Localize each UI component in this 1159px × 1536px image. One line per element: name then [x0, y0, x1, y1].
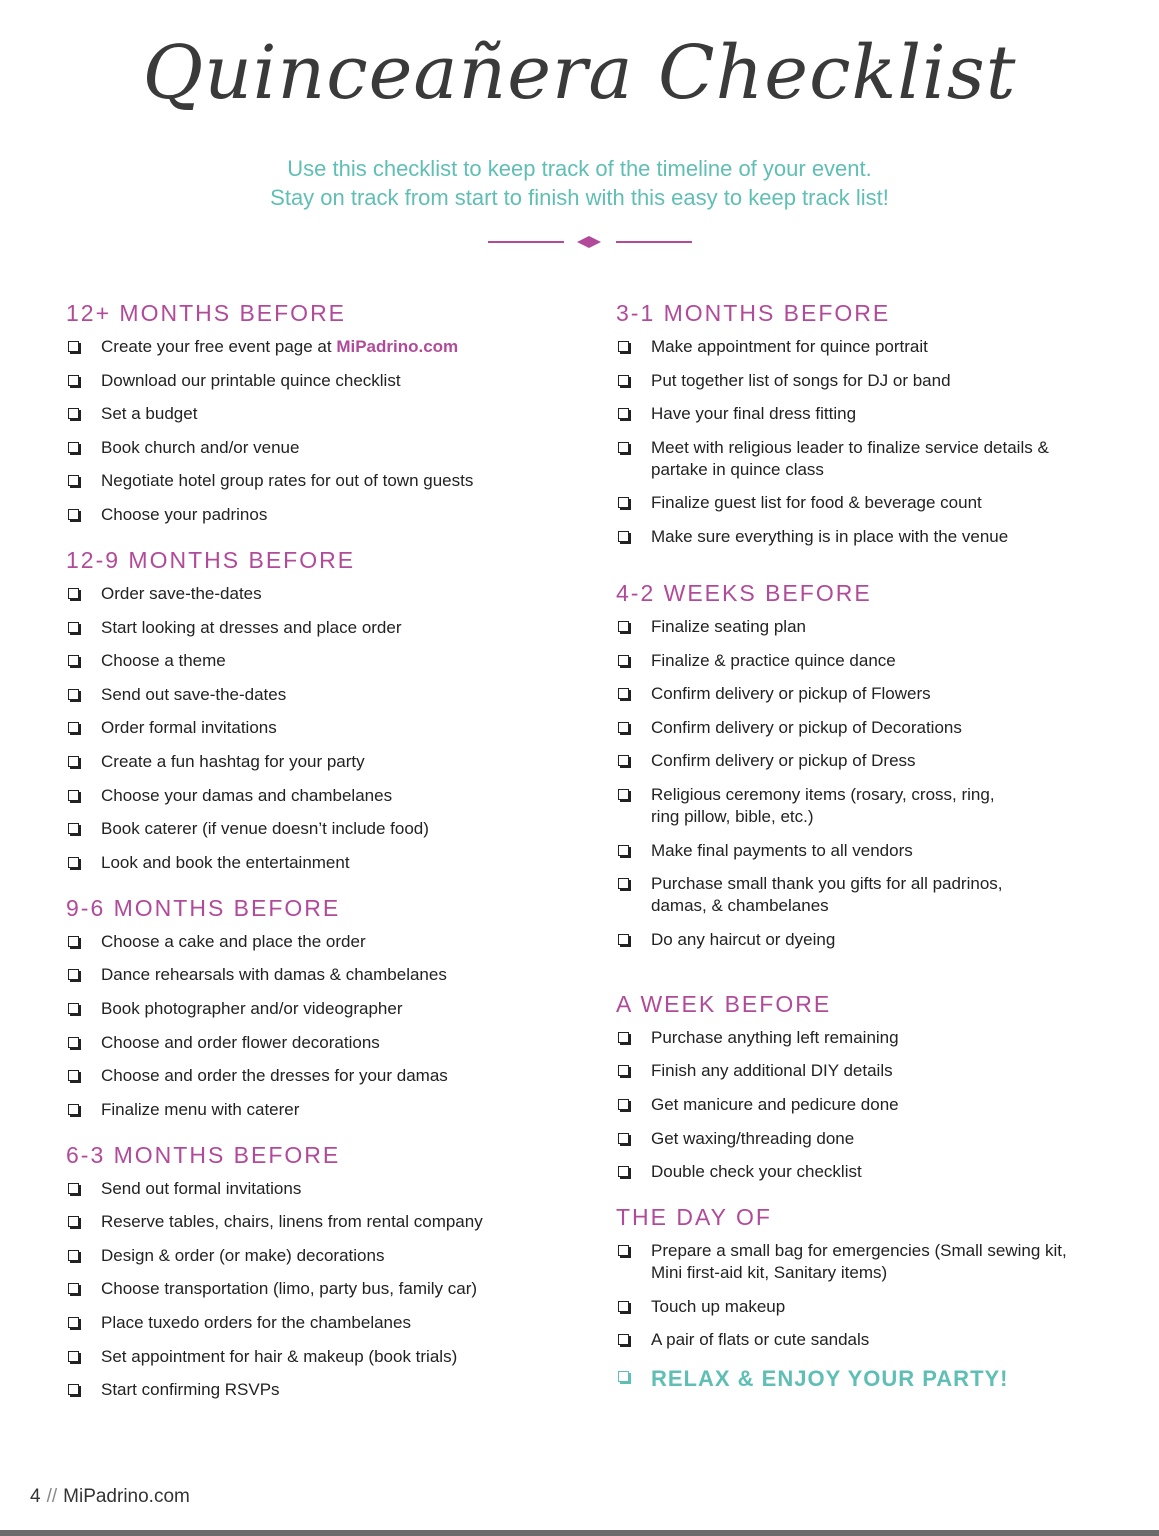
checklist-item[interactable]: Download our printable quince checklist	[66, 370, 566, 392]
checklist-item[interactable]: Set appointment for hair & makeup (book trials)	[66, 1346, 566, 1368]
checkbox-icon[interactable]	[68, 790, 79, 801]
checkbox-icon[interactable]	[618, 497, 629, 508]
checkbox-icon[interactable]	[68, 1104, 79, 1115]
checkbox-icon[interactable]	[68, 1037, 79, 1048]
left-column	[66, 298, 566, 1413]
checkbox-icon[interactable]	[618, 375, 629, 386]
checklist-item[interactable]: Finish any additional DIY details	[616, 1060, 1116, 1082]
checklist-item[interactable]: Make final payments to all vendors	[616, 840, 1116, 862]
checkbox-icon[interactable]	[68, 588, 79, 599]
checklist-item[interactable]: Purchase small thank you gifts for all padrinos, damas, & chambelanes	[616, 873, 1031, 917]
checkbox-icon[interactable]	[68, 756, 79, 767]
checkbox-icon[interactable]	[68, 1216, 79, 1227]
right-column	[616, 298, 1116, 1395]
checklist-item[interactable]: Meet with religious leader to finalize service details & partake in quince class	[616, 437, 1071, 481]
checklist-item[interactable]: Order save-the-dates	[66, 583, 566, 605]
checkbox-icon[interactable]	[618, 688, 629, 699]
section-a-week-before	[616, 989, 1116, 1183]
checklist-item[interactable]: Order formal invitations	[66, 717, 566, 739]
final-item-text: RELAX & ENJOY YOUR PARTY!	[651, 1365, 1009, 1391]
checkbox-icon[interactable]	[618, 1334, 629, 1345]
checkbox-icon[interactable]	[68, 1317, 79, 1328]
checklist-item[interactable]: Place tuxedo orders for the chambelanes	[66, 1312, 566, 1334]
checklist-item[interactable]: Start looking at dresses and place order	[66, 617, 566, 639]
checklist-item[interactable]: Dance rehearsals with damas & chambelanes	[66, 964, 566, 986]
checklist-item[interactable]: Have your final dress fitting	[616, 403, 1116, 425]
section-the-day-of	[616, 1202, 1116, 1395]
checklist-item[interactable]: Set a budget	[66, 403, 566, 425]
checkbox-icon[interactable]	[618, 1301, 629, 1312]
page-footer	[30, 1486, 190, 1508]
checklist-item[interactable]: Double check your checklist	[616, 1161, 1116, 1183]
checklist-item[interactable]: Choose your damas and chambelanes	[66, 785, 566, 807]
subtitle-line-1: Use this checklist to keep track of the timeline of your event.	[287, 156, 872, 181]
checklist-item[interactable]: Get manicure and pedicure done	[616, 1094, 1116, 1116]
section-6-3-months	[66, 1140, 566, 1402]
checklist-item[interactable]: Touch up makeup	[616, 1296, 1116, 1318]
checkbox-icon[interactable]	[618, 878, 629, 889]
checkbox-icon[interactable]	[68, 655, 79, 666]
checkbox-icon[interactable]	[68, 1250, 79, 1261]
checkbox-icon[interactable]	[618, 1032, 629, 1043]
checkbox-icon[interactable]	[618, 789, 629, 800]
checklist-item[interactable]: Book church and/or venue	[66, 437, 566, 459]
checklist-item[interactable]: Put together list of songs for DJ or band	[616, 370, 1116, 392]
checklist-item[interactable]: Create a fun hashtag for your party	[66, 751, 566, 773]
checklist-item[interactable]: Choose and order the dresses for your damas	[66, 1065, 566, 1087]
checklist-item[interactable]: A pair of flats or cute sandals	[616, 1329, 1116, 1351]
checkbox-icon[interactable]	[618, 934, 629, 945]
checkbox-icon[interactable]	[68, 475, 79, 486]
checkbox-icon[interactable]	[618, 1133, 629, 1144]
section-title: 4-2 WEEKS BEFORE	[616, 579, 872, 606]
final-checklist-item[interactable]	[616, 1363, 1116, 1395]
checkbox-icon[interactable]	[618, 1065, 629, 1076]
checkbox-icon[interactable]	[618, 621, 629, 632]
section-title: 9-6 MONTHS BEFORE	[66, 894, 341, 921]
checklist-item[interactable]: Religious ceremony items (rosary, cross, ring, ring pillow, bible, etc.)	[616, 784, 1011, 828]
checkbox-icon[interactable]	[68, 1070, 79, 1081]
checkbox-icon[interactable]	[618, 341, 629, 352]
checklist-item[interactable]: Send out formal invitations	[66, 1178, 566, 1200]
checkbox-icon[interactable]	[618, 722, 629, 733]
checkbox-icon[interactable]	[618, 1245, 629, 1256]
section-title: 6-3 MONTHS BEFORE	[66, 1141, 341, 1168]
bottom-border	[0, 1530, 1159, 1536]
checklist-item[interactable]: Choose a theme	[66, 650, 566, 672]
checkbox-icon[interactable]	[68, 722, 79, 733]
checklist-item[interactable]: Confirm delivery or pickup of Dress	[616, 750, 1116, 772]
decorative-divider	[488, 232, 692, 252]
checkbox-icon[interactable]	[618, 408, 629, 419]
section-12-plus-months	[66, 298, 566, 526]
checklist-item[interactable]: Confirm delivery or pickup of Flowers	[616, 683, 1116, 705]
checkbox-icon[interactable]	[68, 857, 79, 868]
checkbox-icon[interactable]	[68, 442, 79, 453]
page-number: 4	[30, 1486, 41, 1507]
subtitle-line-2: Stay on track from start to finish with this easy to keep track list!	[270, 185, 889, 210]
checklist-item[interactable]: Get waxing/threading done	[616, 1128, 1116, 1150]
section-12-9-months	[66, 545, 566, 874]
checklist-item[interactable]: Finalize & practice quince dance	[616, 650, 1116, 672]
section-4-2-weeks	[616, 578, 1116, 951]
checkbox-icon[interactable]	[618, 655, 629, 666]
section-title: A WEEK BEFORE	[616, 990, 832, 1017]
checkbox-icon[interactable]	[68, 1183, 79, 1194]
checklist-item[interactable]: Make appointment for quince portrait	[616, 336, 1116, 358]
checkbox-icon[interactable]	[68, 622, 79, 633]
checklist-item[interactable]: Send out save-the-dates	[66, 684, 566, 706]
checkbox-icon[interactable]	[68, 969, 79, 980]
checklist-item[interactable]: Prepare a small bag for emergencies (Small sewing kit, Mini first-aid kit, Sanitary items)	[616, 1240, 1081, 1284]
checkbox-icon[interactable]	[618, 845, 629, 856]
checklist-item[interactable]: Finalize guest list for food & beverage count	[616, 492, 1116, 514]
checkbox-icon[interactable]	[618, 1371, 629, 1382]
checklist-item[interactable]: Make sure everything is in place with the venue	[616, 526, 1116, 548]
section-3-1-months	[616, 298, 1116, 548]
checklist-item[interactable]: Purchase anything left remaining	[616, 1027, 1116, 1049]
footer-separator: //	[46, 1486, 58, 1507]
checkbox-icon[interactable]	[68, 1283, 79, 1294]
checkbox-icon[interactable]	[68, 689, 79, 700]
checklist-item[interactable]: Choose a cake and place the order	[66, 931, 566, 953]
section-title: 12-9 MONTHS BEFORE	[66, 546, 356, 573]
checklist-item[interactable]: Do any haircut or dyeing	[616, 929, 1116, 951]
footer-site-link[interactable]: MiPadrino.com	[63, 1486, 190, 1507]
checklist-item[interactable]: Reserve tables, chairs, linens from rental company	[66, 1211, 566, 1233]
checkbox-icon[interactable]	[618, 442, 629, 453]
checklist-item[interactable]: Confirm delivery or pickup of Decorations	[616, 717, 1116, 739]
checkbox-icon[interactable]	[618, 1166, 629, 1177]
section-9-6-months	[66, 893, 566, 1121]
checklist-item[interactable]: Create your free event page at MiPadrino.com	[66, 336, 566, 358]
checklist-item[interactable]: Negotiate hotel group rates for out of town guests	[66, 470, 566, 492]
checklist-item[interactable]: Book photographer and/or videographer	[66, 998, 566, 1020]
section-title: 12+ MONTHS BEFORE	[66, 300, 347, 326]
checkbox-icon[interactable]	[68, 341, 79, 352]
checklist-item[interactable]: Choose and order flower decorations	[66, 1032, 566, 1054]
checkbox-icon[interactable]	[68, 1351, 79, 1362]
checkbox-icon[interactable]	[618, 755, 629, 766]
checklist-item[interactable]: Choose transportation (limo, party bus, family car)	[66, 1278, 566, 1300]
checklist-item[interactable]: Book caterer (if venue doesn’t include food)	[66, 818, 566, 840]
checklist-item[interactable]: Design & order (or make) decorations	[66, 1245, 566, 1267]
checklist-item[interactable]: Choose your padrinos	[66, 504, 566, 526]
checkbox-icon[interactable]	[68, 509, 79, 520]
checkbox-icon[interactable]	[68, 1384, 79, 1395]
checkbox-icon[interactable]	[618, 531, 629, 542]
checklist-item[interactable]: Finalize seating plan	[616, 616, 1116, 638]
subtitle	[0, 154, 1159, 212]
checklist-item[interactable]: Finalize menu with caterer	[66, 1099, 566, 1121]
page-title: Quinceañera Checklist	[142, 30, 1017, 116]
mipadrino-link[interactable]: MiPadrino.com	[336, 337, 459, 356]
checkbox-icon[interactable]	[68, 408, 79, 419]
checkbox-icon[interactable]	[68, 1003, 79, 1014]
checkbox-icon[interactable]	[618, 1099, 629, 1110]
checkbox-icon[interactable]	[68, 823, 79, 834]
checkbox-icon[interactable]	[68, 936, 79, 947]
section-title: 3-1 MONTHS BEFORE	[616, 300, 891, 326]
checkbox-icon[interactable]	[68, 375, 79, 386]
section-title: THE DAY OF	[616, 1204, 772, 1231]
checklist-item[interactable]: Look and book the entertainment	[66, 852, 566, 874]
checklist-item[interactable]: Start confirming RSVPs	[66, 1379, 566, 1401]
